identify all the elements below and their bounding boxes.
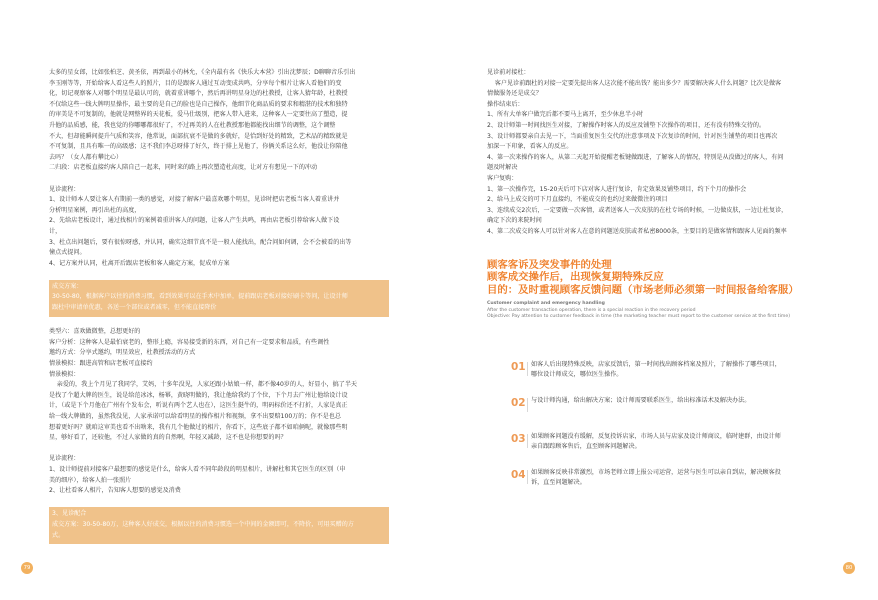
text-line: 1、第一次操作完，15-20天后可下店对客人进行复诊，肯定效果及铺垫项目，约下个月的操作会: [487, 185, 747, 193]
text-line: 顾客成交操作后，出现恢复期特殊反应: [487, 271, 664, 284]
text-line: 题及时解决: [487, 164, 518, 172]
text-line: 加深一下印象，看客人的反应。: [487, 143, 573, 151]
text-line: 式。: [52, 531, 65, 539]
text-line: 操作结束后：: [487, 100, 524, 108]
left-para-4: [49, 454, 389, 496]
text-line: 亲爱的，我上个月见了我同学，艾妈，十多年没见，人家还跟小姑娘一样，都不像40岁的人，好显小，搞了半天: [49, 381, 358, 389]
text-line: 目的：及时重视顾客反馈问题（市场老师必须第一时间报备给客服）: [487, 283, 799, 296]
left-para-3: [49, 327, 389, 444]
step-divider: [527, 362, 528, 376]
text-line: 见诊流程：: [49, 455, 80, 463]
text-line: 情景模拟：: [49, 370, 80, 378]
text-line: 客户复购：: [487, 174, 518, 182]
step-text: [531, 468, 831, 488]
text-line: 2、设计师第一时间找医生对接，了解操作时客人的反应及铺垫下次操作的项目，还有没有特殊交待的。: [487, 121, 766, 129]
text-line: 不大，但却能瞬间提升气质和笑容，他常说，面部抗衰不是做的多就好，是恰到好处的精致，艺术品的精致就是: [49, 132, 348, 140]
text-line: 太多的星女郎，比如张柏芝、黄圣依，再到最小的林允，《全内最有名《快乐大本营》引出沈梦辰；D聊聊音乐引出: [49, 69, 356, 76]
text-line: Objective: Pay attention to customer feedback in time (the marketing teacher must report to the customer service at the first time): [487, 314, 790, 320]
text-line: 计，: [49, 227, 62, 235]
deal-plan-box: [49, 280, 389, 317]
text-line: 是找了个超大牌的医生，说是给范冰冰，杨幂，黄晓明做的，我让他给我约了个位，下个月去广州让他给设计设: [49, 391, 348, 399]
text-line: 憧点式提问。: [49, 249, 86, 257]
page-number-left: 79: [21, 562, 33, 574]
text-line: 2、让杜看客人相片，告知客人想要的感觉及消费: [49, 487, 181, 495]
step-number: 02: [511, 397, 526, 409]
text-line: 二归段：店老板直接约客人陪自己一起来，同时来的路上再次塑造杜高度，让对方有想见一下的冲动: [49, 164, 318, 172]
text-line: 如果顾客问题没有缓解，反复投诉店家，市场人员与店家及设计师商议，临时建群，由设计师: [531, 433, 781, 440]
text-line: 1、设计师本人要让客人有期前一类的感觉，对接了解客户最喜欢哪个明星，见诊时把店老板当客人着重讲并: [49, 196, 340, 204]
right-page: [439, 0, 878, 600]
step-number: 01: [511, 361, 526, 373]
text-line: 的审美是不可复制的，他就是网整界的天花板，爱马仕级别，把客人带入进来，这种客人一定要往高了塑造，提: [49, 111, 348, 119]
text-line: 顾客客诉及突发事件的处理: [487, 258, 612, 271]
text-line: 见诊前对接杜：: [487, 69, 530, 76]
text-line: 成交方案：: [52, 282, 83, 290]
step-item: [501, 430, 831, 466]
text-line: 升他的品质感，能，我也觉的你哪哪都很好了，不过再美的人在杜教授那他都能找出细节的调整，这个调整: [49, 121, 336, 129]
text-line: 见诊流程：: [49, 185, 80, 193]
text-line: 化，切记观察客人对哪个明星是最认可的，就着重讲哪个，然后再讲明星身边的杜教授，让客人猜年龄，杜教授: [49, 90, 348, 98]
complaint-steps: [501, 358, 831, 502]
text-line: 星，够好看了，还较他，不过人家做的真的自然啊，年轻又减龄，这不也是你想要的吗？: [49, 434, 287, 442]
right-text-column: [487, 68, 829, 321]
text-line: 类型六：喜欢做微整，总想更好的: [49, 328, 141, 336]
text-line: 不可复制，且具有唯一的高级感；这不我们李总呀排了好久，终于排上见他了，你俩关系这么好，他没让你陪他: [49, 143, 348, 151]
step-divider: [527, 434, 528, 448]
text-line: 2、先给店老板设计，通过找相片的案例着重讲客人的问题，让客人产生共鸣，再由店老板引荐给客人做下设: [49, 217, 340, 225]
text-line: 不仅给这些一线大牌明星操作，最主要的是自己的脸也是自己操作，他细节化商品质的要求和精湛的技术和独特: [49, 100, 348, 108]
text-line: 4、第二次成交的客人可以针对客人在意的问题送皮肤或者私密8000条，主要目的是做客情和跟客人见面的频率: [487, 227, 787, 235]
text-line: 1、设计师提前对接客户最想要的感觉是什么，给客人看不同年龄段的明星相片，讲解杜和其它医生的区别（申: [49, 465, 346, 473]
text-line: 诉，直至问题解决。: [531, 479, 586, 486]
text-line: 1、所有大单客户做完后都不要马上离开，至少休息半小时: [487, 111, 644, 119]
consult-cooperation-box: [49, 507, 389, 544]
text-line: 情景模拟：跟进高管和店老板可直接约: [49, 360, 153, 368]
step-divider: [527, 470, 528, 484]
text-line: After the customer transaction operation, there is a special reaction in the recovery period: [487, 307, 696, 313]
text-line: 3、设计师都要亲自去见一下，当面重复医生交代的注意事项及下次复诊的时间，针对医生铺垫的项目也再次: [487, 132, 778, 140]
step-text: [531, 360, 831, 380]
left-para-1: [49, 68, 389, 174]
step-text: [531, 432, 831, 452]
text-line: 计，（或是下个月他在广州有个发布会，听说有两个艺人也在），这医生挺牛的，明码标价还不打折，人家是真正: [49, 402, 348, 410]
right-para-1: [487, 68, 829, 238]
text-line: 如客人后出现特殊反映，店家反馈后，第一时间找出顾客档案及照片，了解操作了哪些项目，: [531, 361, 781, 368]
text-line: 4、记方案并认同，杜离开后跟店老板和客人确定方案，促成单方案: [49, 259, 230, 267]
text-line: 3、连续成交2次后，一定要做一次客情，或者送客人一次皮肤的在杜专场的时候，一边做皮肤，一边让杜复诊，: [487, 206, 788, 214]
left-para-2: [49, 185, 389, 270]
text-line: 成交方案：30-50-80万，这种客人好成交，根据以往的消费习惯选一个中间的金额即可，不降价，可用买赠的方: [52, 520, 354, 528]
text-line: 如果顾客反映非常激烈，市场老师立即上报公司运营，运营与医生可以亲自到店，解决顾客投: [531, 469, 781, 476]
step-item: [501, 358, 831, 394]
text-line: 李玉刚等等，开始给客人看这些人的照片，目的是跟客人通过互动变成共鸣，分享每个相片让客人看他们的变: [49, 79, 342, 87]
text-line: 2、给马上成交的可下月直接约，不能成交的也约过来做微注的项目: [487, 196, 668, 204]
text-line: 跟杜中审请单优惠，各送一个部位或者减零，但不能直接降价: [52, 304, 217, 312]
text-line: 给一线大牌做的，虽然我没见，人家承诺可以给看明星的操作相片和视频，拿不出要赔100万的；你不是也总: [49, 413, 341, 420]
text-line: 与设计师沟通，给出解决方案；设计师需要联系医生，给出标准话术及解决办法。: [531, 397, 751, 404]
text-line: 哪位设计师成交，哪位医生操作。: [531, 371, 623, 378]
text-line: 3、杜点出问题后，要有很惊呀感，并认同，确实这细节真不是一般人能找出，配合问如何调，会不会被看的出等: [49, 238, 352, 246]
text-line: 邀约方式：分享式邀约，明星效应，杜教授活动的方式: [49, 349, 196, 357]
text-line: 去吗？（女人都有攀比心）: [49, 153, 123, 161]
step-divider: [527, 398, 528, 412]
text-line: 30-50-80，根据客户以往的消费习惯，看到效果可以在手术中加单，提前跟店老板对接好刷卡等问，让设计师: [52, 293, 348, 301]
text-line: 想着更好吗？就咱这审美也看不出啥来，我有几个他做过的相片，你看下，这些底子都不如咱俩呢，就像那些明: [49, 423, 348, 431]
left-text-column: [49, 68, 389, 544]
text-line: 确定下次的来院时间: [487, 217, 542, 225]
section-subtitle: [487, 301, 829, 320]
step-number: 04: [511, 469, 526, 481]
step-item: [501, 394, 831, 430]
text-line: 情做服务还是成交？: [487, 90, 542, 98]
step-item: [501, 466, 831, 502]
text-line: 3、见诊配合: [52, 510, 87, 518]
section-title: [487, 259, 829, 297]
text-line: 亲自跟踪顾客售后，直至顾客问题解决。: [531, 443, 641, 450]
step-number: 03: [511, 433, 526, 445]
text-line: 客户见诊前跟杜的对接一定要先提出客人这次能不能出钱？能出多少？需要解决客人什么问题？比次是做客: [487, 79, 782, 87]
text-line: 美的细序），给客人拍一张照片: [49, 476, 132, 484]
text-line: 分析明星案例，再引出杜的高度，: [49, 206, 141, 214]
text-line: Customer complaint and emergency handling: [487, 301, 605, 307]
step-text: [531, 396, 831, 406]
text-line: 4、第一次来操作的客人，从第二天起开始提醒老板键做跟进，了解客人的情况，特别是从没做过的客人，有问: [487, 153, 784, 161]
page-number-right: 80: [843, 562, 855, 574]
text-line: 客户分析：这种客人是最怕衰老的，整形上瘾，容易接受新的东西，对自己有一定要求和品质，有些调性: [49, 338, 330, 346]
